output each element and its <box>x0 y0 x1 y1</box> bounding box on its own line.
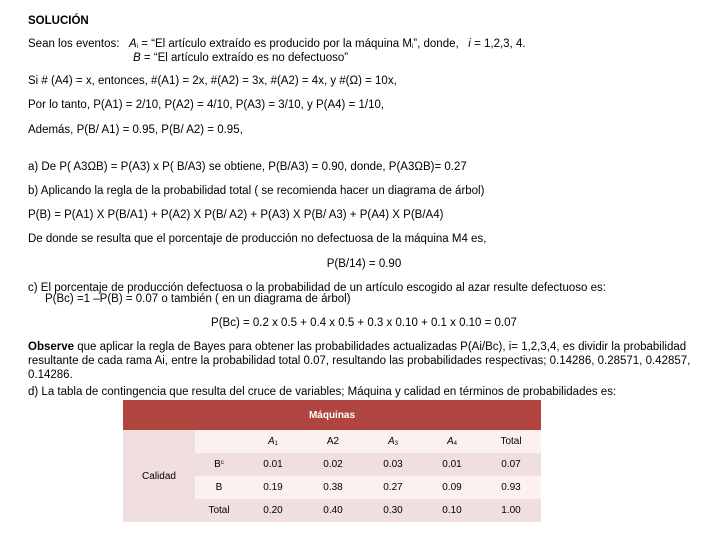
table-cell: 1.00 <box>481 499 541 522</box>
col-header: $A_1$ <box>243 430 303 453</box>
table-cell: 0.03 <box>363 453 423 476</box>
table-cell: 0.20 <box>243 499 303 522</box>
contingency-table <box>123 400 541 522</box>
part-c-tree: P(Bc) = 0.2 x 0.5 + 0.4 x 0.5 + 0.3 x 0.10 + 0.1 x 0.10 = 0.07 <box>211 317 517 329</box>
table-cell: 0.30 <box>363 499 423 522</box>
table-cell: 0.38 <box>303 476 363 499</box>
table-cell: 0.93 <box>481 476 541 499</box>
col-header: $A_4$ <box>423 430 481 453</box>
table-cell: 0.01 <box>243 453 303 476</box>
row-label: $B^c$ <box>195 453 243 476</box>
table-cell: 0.09 <box>423 476 481 499</box>
table-cell: 0.02 <box>303 453 363 476</box>
col-header: A2 <box>303 430 363 453</box>
table-cell: 0.10 <box>423 499 481 522</box>
row-group-label: Calidad <box>123 430 195 522</box>
part-b: b) Aplicando la regla de la probabilidad total ( se recomienda hacer un diagrama de árbol) <box>28 185 485 197</box>
solution-title: SOLUCIÓN <box>28 15 89 27</box>
part-a: a) De P( A3ΩB) = P(A3) x P( B/A3) se obtiene, P(B/A3) = 0.90, donde, P(A3ΩB)= 0.27 <box>28 161 467 173</box>
table-cell: 0.40 <box>303 499 363 522</box>
probabilities-line: Por lo tanto, P(A1) = 2/10, P(A2) = 4/10, P(A3) = 3/10, y P(A4) = 1/10, <box>28 99 385 111</box>
part-b-conclusion: De donde se resulta que el porcentaje de producción no defectuosa de la máquina M4 es, <box>28 233 487 245</box>
table-cell: 0.19 <box>243 476 303 499</box>
part-d: d) La tabla de contingencia que resulta del cruce de variables; Máquina y calidad en términos de probabilidades es: <box>28 386 617 398</box>
conditional-line: Además, P(B/ A1) = 0.95, P(B/ A2) = 0.95, <box>28 124 243 136</box>
part-c: c) El porcentaje de producción defectuosa o la probabilidad de un artículo escogido al azar resulte defectuoso es: <box>28 282 606 294</box>
table-cell: 0.01 <box>423 453 481 476</box>
table-header: Máquinas <box>123 400 541 430</box>
part-b-result: P(B/14) = 0.90 <box>326 258 402 270</box>
counts-line: Si # (A4) = x, entonces, #(A1) = 2x, #(A2) = 3x, #(A2) = 4x, y #(Ω) = 10x, <box>28 75 397 87</box>
part-c-complement: P(Bc) =1 –P(B) = 0.07 o también ( en un diagrama de árbol) <box>45 293 351 305</box>
table-cell: 0.07 <box>481 453 541 476</box>
col-header: $A_3$ <box>363 430 423 453</box>
events-line-1: Sean los eventos: $A_i$ = “El artículo extraído es producido por la máquina $M_i$”, donde, i = 1,2,3, 4. <box>28 38 526 50</box>
row-label: B <box>195 476 243 499</box>
row-label: Total <box>195 499 243 522</box>
events-line-2: B = “El artículo extraído es no defectuoso” <box>133 52 349 64</box>
total-probability-formula: P(B) = P(A1) X P(B/A1) + P(A2) X P(B/ A2) + P(A3) X P(B/ A3) + P(A4) X P(B/A4) <box>28 209 444 221</box>
table-cell: 0.27 <box>363 476 423 499</box>
observation: Observe que aplicar la regla de Bayes para obtener las probabilidades actualizadas P(Ai/Bc), i= 1,2,3,4, es dividir la probabilidad resultante de cada rama Ai, entre la probabilidad total 0.07, resultando las probabilidades respectivas; 0.14286, 0.28571, 0.42857, 0.14286. <box>28 341 691 381</box>
col-header: Total <box>481 430 541 453</box>
